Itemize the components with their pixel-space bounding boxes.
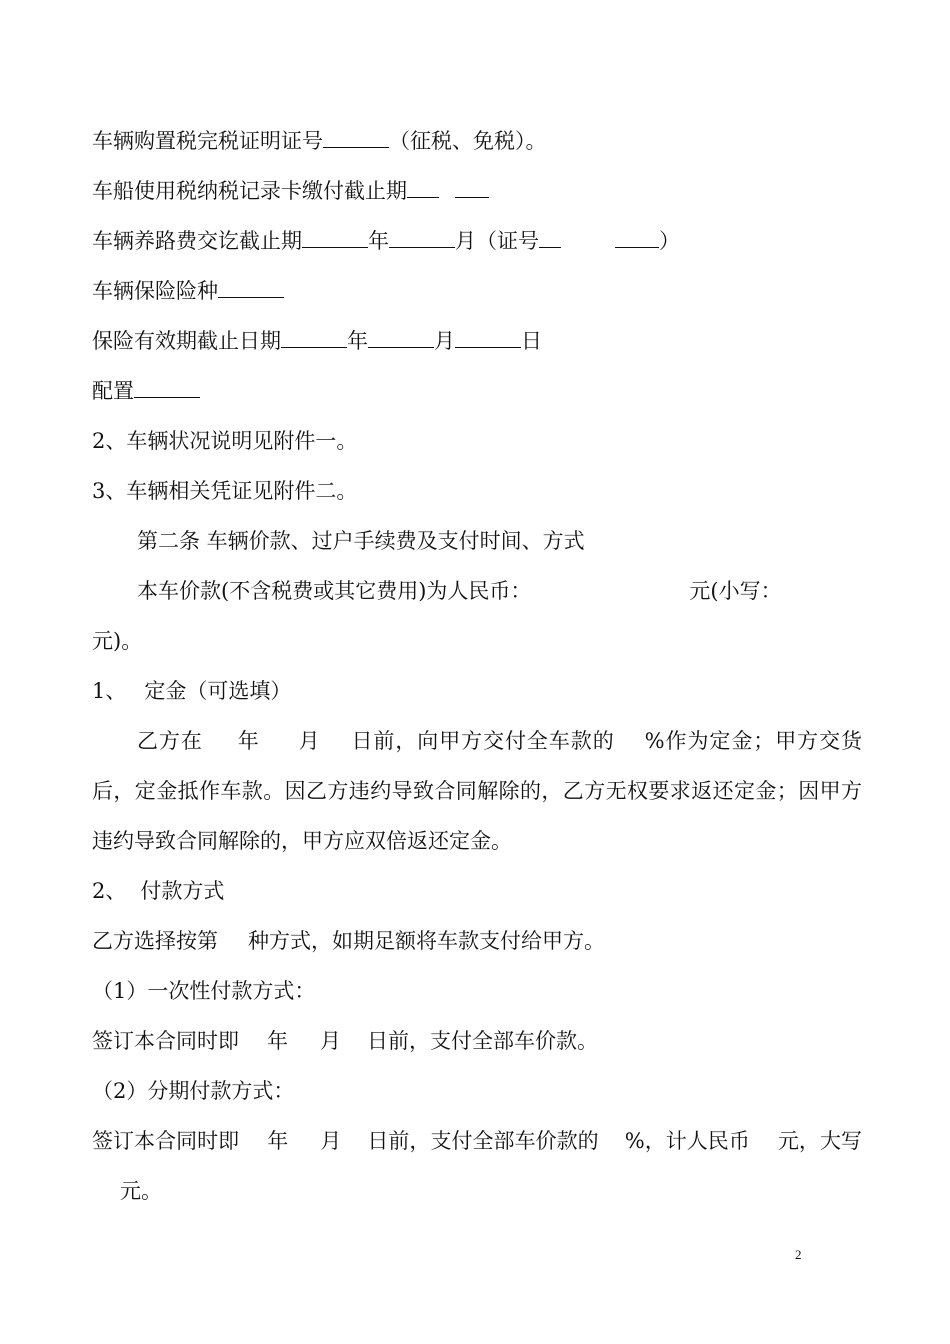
year-label: 年 xyxy=(347,329,368,353)
month-label: 月 xyxy=(320,1029,341,1053)
text-run: %作为定金；甲方交货后，定金抵作车款。因乙方违约导致合同解除的，乙方无权要求返还定金；因甲方违约导致合同解除的，甲方应双倍返还定金。 xyxy=(92,729,863,853)
text-run: 元。 xyxy=(120,1179,162,1203)
option-1-line xyxy=(92,1028,862,1054)
text-run: 签订本合同时即 xyxy=(92,1129,240,1153)
line-label: 车船使用税纳税记录卡缴付截止期 xyxy=(92,179,407,203)
blank-field xyxy=(218,278,284,298)
line-suffix: （征税、免税）。 xyxy=(389,129,547,153)
text-run: 日前，支付全部车价款。 xyxy=(367,1029,598,1053)
text-run: 日前，向甲方交付全车款的 xyxy=(350,729,615,753)
line-label: 配置 xyxy=(92,379,134,403)
blank-field xyxy=(615,228,659,248)
text-run: %，计人民币 xyxy=(624,1129,750,1153)
text-run: 乙方在 xyxy=(137,729,203,753)
day-label: 日 xyxy=(521,329,542,353)
blank-field xyxy=(455,178,489,198)
close-paren: ） xyxy=(659,229,680,253)
item-2: 2、车辆状况说明见附件一。 xyxy=(92,429,358,453)
option-2-paragraph xyxy=(92,1116,862,1216)
text-run: 元，大写 xyxy=(777,1129,862,1153)
configuration-line xyxy=(92,378,862,404)
article-2-title: 第二条 车辆价款、过户手续费及支付时间、方式 xyxy=(137,529,585,553)
vessel-tax-line xyxy=(92,178,862,204)
blank-field xyxy=(368,328,434,348)
month-label: 月 xyxy=(434,329,455,353)
payment-choice-line xyxy=(92,928,862,954)
deposit-heading xyxy=(92,678,862,704)
price-line xyxy=(137,578,907,604)
blank-field xyxy=(389,228,455,248)
item-3: 3、车辆相关凭证见附件二。 xyxy=(92,479,358,503)
price-label: 本车价款(不含税费或其它费用)为人民币： xyxy=(137,579,532,603)
payment-heading xyxy=(92,878,862,904)
text-run: 乙方选择按第 xyxy=(92,929,218,953)
line-label: 车辆保险险种 xyxy=(92,279,218,303)
text-run: 日前，支付全部车价款的 xyxy=(367,1129,599,1153)
text-run: 种方式，如期足额将车款支付给甲方。 xyxy=(248,929,605,953)
month-cert-label: 月（证号 xyxy=(455,229,539,253)
heading-number: 2、 xyxy=(92,879,127,903)
blank-field xyxy=(455,328,521,348)
insurance-expiry-line xyxy=(92,328,862,354)
heading-text: 定金（可选填） xyxy=(144,679,292,703)
deposit-paragraph xyxy=(92,716,862,866)
month-label: 月 xyxy=(297,729,321,753)
heading-text: 付款方式 xyxy=(140,879,225,903)
vehicle-purchase-tax-line xyxy=(92,128,862,154)
heading-number: 1、 xyxy=(92,679,127,703)
year-label: 年 xyxy=(267,1029,288,1053)
month-label: 月 xyxy=(320,1129,342,1153)
year-label: 年 xyxy=(267,1129,289,1153)
price-line-end: 元)。 xyxy=(92,629,143,653)
blank-field xyxy=(407,178,439,198)
option-2-title: （2）分期付款方式： xyxy=(92,1079,295,1103)
text-run: 签订本合同时即 xyxy=(92,1029,239,1053)
blank-field xyxy=(281,328,347,348)
blank-field xyxy=(539,228,561,248)
year-label: 年 xyxy=(236,729,260,753)
option-1-title: （1）一次性付款方式： xyxy=(92,979,316,1003)
road-fee-line xyxy=(92,228,862,254)
blank-field xyxy=(134,378,200,398)
blank-field xyxy=(302,228,368,248)
line-label: 车辆购置税完税证明证号 xyxy=(92,129,323,153)
insurance-type-line xyxy=(92,278,862,304)
page-number: 2 xyxy=(795,1247,802,1262)
price-suffix: 元(小写： xyxy=(689,579,782,603)
blank-field xyxy=(323,128,389,148)
line-label: 车辆养路费交讫截止期 xyxy=(92,229,302,253)
year-label: 年 xyxy=(368,229,389,253)
line-label: 保险有效期截止日期 xyxy=(92,329,281,353)
